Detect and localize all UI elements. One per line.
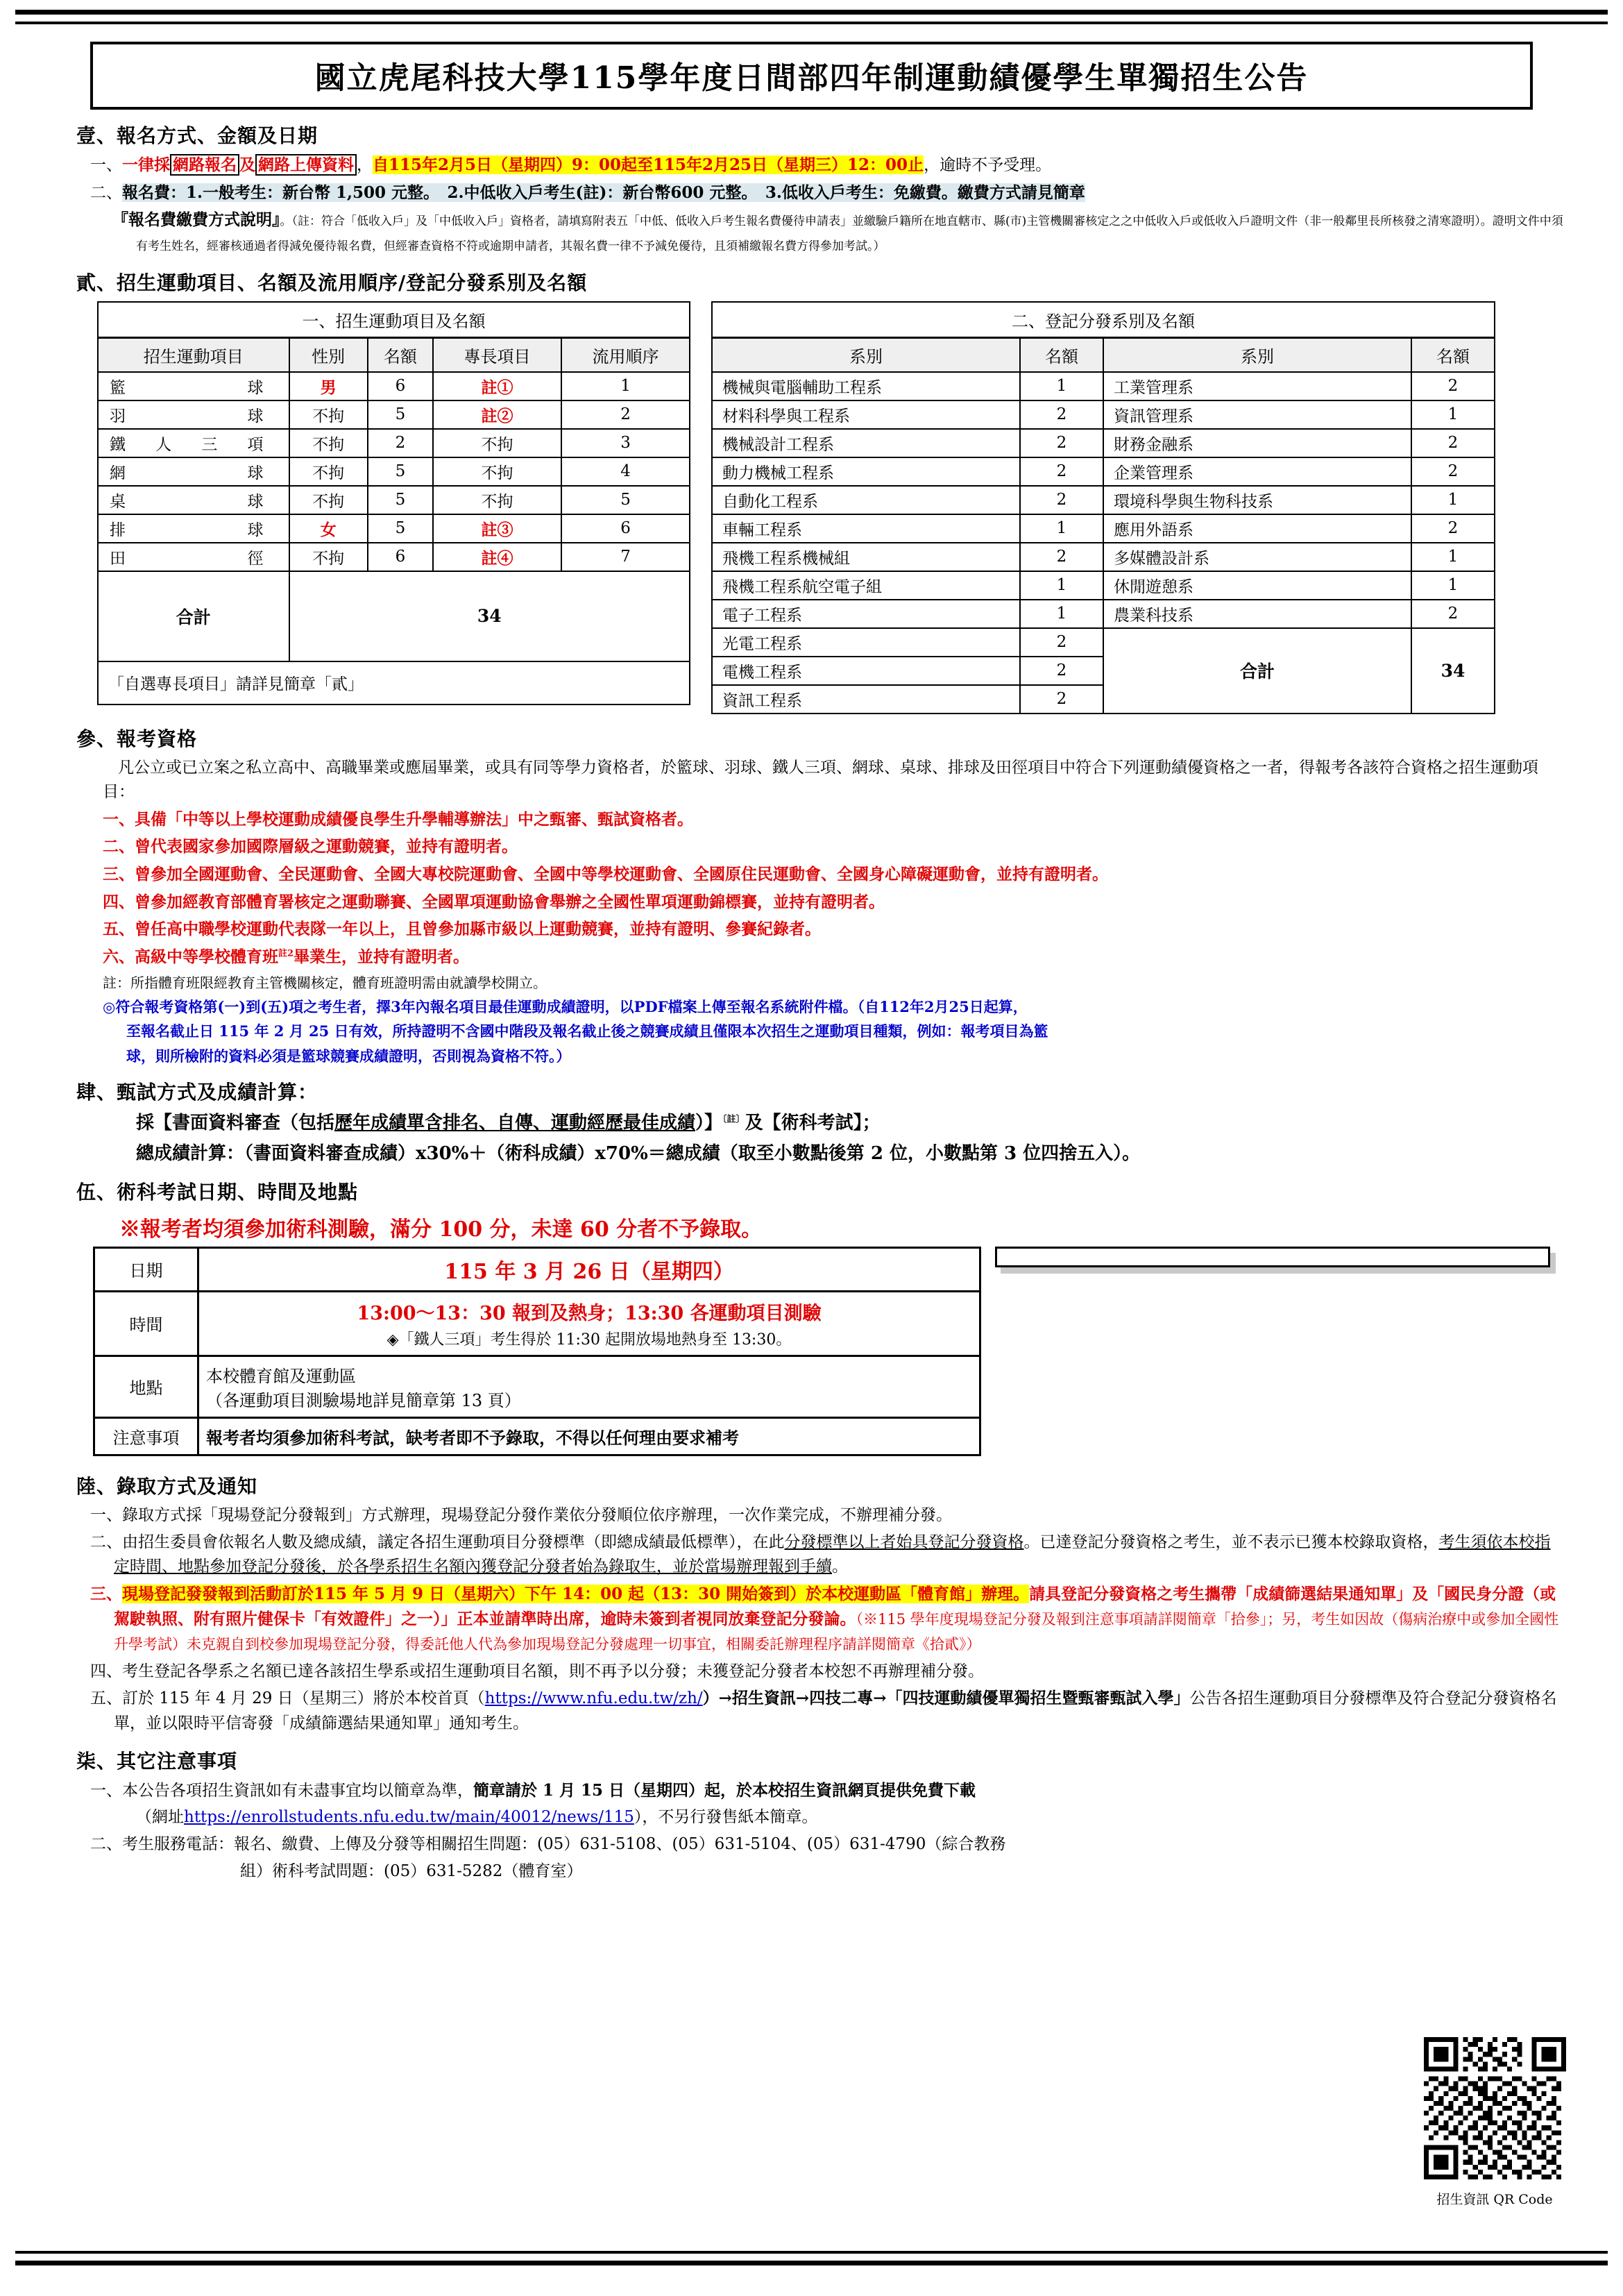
sport-name: 排球 <box>98 514 289 543</box>
section-1-heading: 壹、報名方式、金額及日期 <box>76 124 318 147</box>
sport-gender: 不拘 <box>289 543 368 571</box>
s1-item-1-comma: ， <box>357 156 373 174</box>
exam-time-note: ◈「鐵人三項」考生得於 11:30 起開放場地熱身至 13:30。 <box>386 1331 792 1349</box>
dept-col-header-3: 名額 <box>1411 337 1495 372</box>
dept-total-label: 合計 <box>1103 628 1411 714</box>
s1-item-1-tail: ，逾時不予受理。 <box>924 156 1052 174</box>
s3-item-6-a: 六、高級中等學校體育班 <box>103 947 278 967</box>
s7-item-2-cont: 組）術科考試問題：(05）631-5282（體育室） <box>240 1862 583 1880</box>
qr-code-icon <box>1424 2037 1566 2179</box>
exam-venue-label: 地點 <box>94 1356 198 1417</box>
sport-quota: 2 <box>368 429 433 457</box>
table-caption-row <box>712 302 1495 338</box>
section-7-heading: 柒、其它注意事項 <box>76 1749 238 1773</box>
s7-item-2: 二、考生服務電話：報名、繳費、上傳及分發等相關招生問題：(05）631-5108、(05）631-5104、(05）631-4790（綜合教務 <box>90 1834 1006 1853</box>
dept-quota-left: 1 <box>1020 372 1103 400</box>
sport-name: 桌球 <box>98 486 289 514</box>
s3-blue-note-3-text: 球，則所檢附的資料必須是籃球競賽成績證明，否則視為資格不符。） <box>126 1047 571 1065</box>
sport-gender: 男 <box>289 372 368 400</box>
s6-item-2 <box>90 1530 1563 1580</box>
exam-notice-label: 注意事項 <box>94 1417 198 1455</box>
s3-blue-note-2-text: 至報名截止日 115 年 2 月 25 日有效，所持證明不含國中階段及報名截止後之競賽成績且僅限本次招生之運動項目種類，例如：報考項目為籃 <box>126 1022 1048 1040</box>
sport-quota: 5 <box>368 514 433 543</box>
dept-quota-left: 2 <box>1020 400 1103 429</box>
dept-quota-left: 1 <box>1020 600 1103 628</box>
sports-total-label: 合計 <box>98 571 289 661</box>
dept-quota-right: 1 <box>1411 400 1495 429</box>
dept-quota-right: 1 <box>1411 543 1495 571</box>
exam-venue-value <box>198 1356 980 1417</box>
sport-specialty: 註④ <box>433 543 561 571</box>
dept-quota-right: 2 <box>1411 372 1495 400</box>
sport-order: 7 <box>561 543 690 571</box>
dept-quota-left: 2 <box>1020 543 1103 571</box>
dept-name-left: 資訊工程系 <box>712 685 1020 714</box>
dept-quota-right: 2 <box>1411 429 1495 457</box>
s3-item-3 <box>103 862 1563 888</box>
s4-score-formula: 總成績計算：（書面資料審查成績）x30%＋（術科成績）x70%＝總成績（取至小數點後第 2 位，小數點第 3 位四捨五入）。 <box>136 1142 1141 1164</box>
table-row <box>712 457 1495 486</box>
s7-item-1 <box>90 1778 1563 1804</box>
exam-time-value <box>198 1291 980 1356</box>
dept-name-left: 自動化工程系 <box>712 486 1020 514</box>
sports-col-header-4: 流用順序 <box>561 337 690 372</box>
section-2-heading: 貳、招生運動項目、名額及流用順序/登記分發系別及名額 <box>76 271 588 294</box>
s1-fee-note-a: 。（註：符合「低收入戶」及「中低收入戶」資格者，請填寫附表五「中低、低收入戶考生報名費優待申請表」並繳驗戶籍所在地直轄市、縣(市)主管機關審核定之之中低收入戶或低收入戶證明文件（非一般鄰里長所核發之清寒證明）。 <box>280 214 1493 229</box>
dept-name-right: 環境科學與生物科技系 <box>1103 486 1411 514</box>
dept-total-value: 34 <box>1411 628 1495 714</box>
dept-quota-left: 1 <box>1020 571 1103 600</box>
dept-name-right: 企業管理系 <box>1103 457 1411 486</box>
sport-order: 2 <box>561 400 690 429</box>
s3-blue-note-2 <box>126 1020 1563 1043</box>
s6-item-3 <box>90 1582 1563 1657</box>
s4-line-1 <box>136 1109 1563 1137</box>
s6-onsite-requirement: 考生須依本校指定時間、地點參加登記分發後，於各學系招生名額內獲登記分發者始為錄取生，並於當場辦理報到手續 <box>114 1533 1551 1576</box>
table-row <box>94 1291 980 1356</box>
table-row <box>712 514 1495 543</box>
sports-table-footnote: 「自選專長項目」請詳見簡章「貳」 <box>98 661 690 704</box>
dept-name-right: 多媒體設計系 <box>1103 543 1411 571</box>
s3-intro: 凡公立或已立案之私立高中、高職畢業或應屆畢業，或具有同等學力資格者，於籃球、羽球、鐵人三項、網球、桌球、排球及田徑項目中符合下列運動績優資格之一者，得報考各該符合資格之招生運動項目： <box>103 758 1538 802</box>
dept-quota-left: 2 <box>1020 457 1103 486</box>
dept-name-left: 車輛工程系 <box>712 514 1020 543</box>
s3-blue-note-3 <box>126 1045 1563 1068</box>
s6-item-1: 一、錄取方式採「現場登記分發報到」方式辦理，現場登記分發作業依分發順位依序辦理，一次作業完成，不辦理補分發。 <box>90 1505 952 1524</box>
dept-name-right: 休閒遊憩系 <box>1103 571 1411 600</box>
sport-gender: 女 <box>289 514 368 543</box>
s7-item-1-d: ），不另行發售紙本簡章。 <box>634 1808 818 1827</box>
s1-item-2 <box>90 180 1563 206</box>
table-caption-row <box>98 302 690 338</box>
sport-name: 鐵人三項 <box>98 429 289 457</box>
s6-item-5-a: 五、訂於 115 年 4 月 29 日（星期三）將於本校首頁（ <box>90 1689 485 1708</box>
s4-note-marker: 〔註〕 <box>722 1114 745 1125</box>
s3-footnote: 註：所指體育班限經教育主管機關核定，體育班證明需由就讀學校開立。 <box>103 974 547 991</box>
s1-online-upload-box: 網路上傳資料 <box>255 154 357 176</box>
dept-name-left: 光電工程系 <box>712 628 1020 657</box>
s1-fee-amounts: 報名費：1.一般考生：新台幣 1,500 元整。 2.中低收入戶考生(註)：新台幣600 元整。 3.低收入戶考生：免繳費。繳費方式請見簡章 <box>122 183 1085 202</box>
table-header-row <box>712 337 1495 372</box>
s3-item-1-text: 一、具備「中等以上學校運動成績優良學生升學輔導辦法」中之甄審、甄試資格者。 <box>103 809 693 829</box>
dept-name-left: 電機工程系 <box>712 657 1020 685</box>
s1-item-2-cont <box>112 208 1563 258</box>
s1-item-1-number: 一、 <box>90 156 122 174</box>
sport-order: 3 <box>561 429 690 457</box>
sport-gender: 不拘 <box>289 457 368 486</box>
dept-quota-left: 1 <box>1020 514 1103 543</box>
dept-quota-right: 1 <box>1411 571 1495 600</box>
table-row <box>98 486 690 514</box>
dept-name-left: 機械與電腦輔助工程系 <box>712 372 1020 400</box>
sport-order: 1 <box>561 372 690 400</box>
section-6-heading: 陸、錄取方式及通知 <box>76 1474 258 1498</box>
table-row <box>712 628 1495 657</box>
s6-item-3-docs: 請具登記分發資格之考生攜帶「成績篩選結果通知單」及「國民身分證（或駕駛執照、附有照片健保卡「有效證件」之一）」正本並請準時出席，逾時未簽到者視同放棄登記分發論。 <box>114 1584 1556 1629</box>
sport-name: 羽球 <box>98 400 289 429</box>
sports-col-header-1: 性別 <box>289 337 368 372</box>
dept-name-left: 機械設計工程系 <box>712 429 1020 457</box>
department-quota-table <box>711 301 1495 714</box>
exam-time-label: 時間 <box>94 1291 198 1356</box>
dept-quota-right: 2 <box>1411 457 1495 486</box>
exam-date-label: 日期 <box>94 1247 198 1291</box>
exam-time-text: 13:00～13：30 報到及熱身；13:30 各運動項目測驗 <box>357 1302 822 1324</box>
sport-quota: 5 <box>368 486 433 514</box>
s1-item-1-and: 及 <box>239 155 255 174</box>
sports-quota-table <box>97 301 690 705</box>
table-row <box>712 372 1495 400</box>
table-total-row <box>98 571 690 661</box>
sports-col-header-0: 招生運動項目 <box>98 337 289 372</box>
exam-notice-value: 報考者均須參加術科考試，缺考者即不予錄取，不得以任何理由要求補考 <box>198 1417 980 1455</box>
document-review-note-box <box>995 1247 1550 1267</box>
page-title: 國立虎尾科技大學115學年度日間部四年制運動績優學生單獨招生公告 <box>314 60 1309 96</box>
sport-quota: 5 <box>368 457 433 486</box>
exam-venue-text: 本校體育館及運動區 <box>206 1366 356 1386</box>
s3-item-5 <box>103 917 1563 943</box>
dept-table-caption: 二、登記分發系別及名額 <box>712 302 1495 338</box>
table-row <box>98 457 690 486</box>
s6-item-5 <box>90 1686 1563 1736</box>
table-row <box>712 486 1495 514</box>
sport-specialty: 註① <box>433 372 561 400</box>
sport-gender: 不拘 <box>289 400 368 429</box>
dept-quota-right: 2 <box>1411 514 1495 543</box>
dept-name-right: 農業科技系 <box>1103 600 1411 628</box>
s7-brochure-download: 簡章請於 1 月 15 日（星期四）起，於本校招生資訊網頁提供免費下載 <box>473 1780 976 1800</box>
quota-tables-row <box>97 301 1563 714</box>
s3-item-2 <box>103 834 1563 860</box>
s3-item-5-text: 五、曾任高中職學校運動代表隊一年以上，且曾參加縣市級以上運動競賽，並持有證明、參賽紀錄者。 <box>103 920 821 939</box>
dept-col-header-2: 系別 <box>1103 337 1411 372</box>
sport-specialty: 不拘 <box>433 429 561 457</box>
s1-fee-method-title: 『報名費繳費方式說明』 <box>112 210 280 230</box>
s3-item-2-text: 二、曾代表國家參加國際層級之運動競賽，並持有證明者。 <box>103 837 518 856</box>
s3-item-6-superscript: 註2 <box>278 948 294 959</box>
sports-col-header-2: 名額 <box>368 337 433 372</box>
s6-item-5-c: 公告各招生運動項目分發標準及符合登記分發資格名單，並以限時平信寄發「成績篩選結果通知單」通知考生。 <box>114 1689 1557 1733</box>
dept-quota-left: 2 <box>1020 685 1103 714</box>
page-title-box <box>90 42 1533 110</box>
s6-distribution-standard: 分發標準以上者始具登記分發資格 <box>784 1533 1024 1551</box>
sport-specialty: 不拘 <box>433 486 561 514</box>
s4-review-items: 歷年成績單含排名、自傳、運動經歷最佳成績 <box>334 1113 696 1134</box>
qr-code-caption: 招生資訊 QR Code <box>1436 2192 1553 2207</box>
table-row <box>712 600 1495 628</box>
s1-registration-period: 自115年2月5日（星期四）9：00起至115年2月25日（星期三）12：00止 <box>373 155 924 174</box>
exam-date-value <box>198 1247 980 1291</box>
sport-quota: 6 <box>368 543 433 571</box>
s1-fee-note-b: 證明文件中須有考生姓名，經審核通過者得減免優待報名費，但經審查資格不符或逾期申請者，其報名費一律不予減免優待，且須補繳報名費方得參加考試。） <box>136 214 1563 253</box>
s6-item-2-a: 二、由招生委員會依報名人數及總成績，議定各招生運動項目分發標準（即總成績最低標準），在此 <box>90 1533 785 1551</box>
sports-table-caption: 一、招生運動項目及名額 <box>98 302 690 338</box>
dept-name-right: 資訊管理系 <box>1103 400 1411 429</box>
section-3-heading: 參、報考資格 <box>76 727 198 750</box>
s6-item-3-note: （※115 學年度現場登記分發及報到注意事項請詳閱簡章「拾參」；另，考生如因故（傷病治療中或參加全國性升學考試）未克親自到校參加現場登記分發，得委託他人代為參加現場登記分發處理一切事宜，相關委託辦理程序請詳閱簡章《拾貳》） <box>114 1611 1559 1653</box>
dept-name-left: 電子工程系 <box>712 600 1020 628</box>
s6-item-5-path: ）→招生資訊→四技二專→「四技運動績優單獨招生暨甄審甄試入學」 <box>702 1689 1190 1708</box>
sport-name: 田徑 <box>98 543 289 571</box>
s6-item-3-number: 三、 <box>90 1584 122 1603</box>
s6-item-4: 四、考生登記各學系之名額已達各該招生學系或招生運動項目名額，則不再予以分發；未獲登記分發者本校恕不再辦理補分發。 <box>90 1662 984 1680</box>
sport-quota: 6 <box>368 372 433 400</box>
sport-gender: 不拘 <box>289 429 368 457</box>
s3-item-6 <box>103 945 1563 970</box>
dept-quota-right: 2 <box>1411 600 1495 628</box>
dept-name-left: 材料科學與工程系 <box>712 400 1020 429</box>
dept-quota-left: 2 <box>1020 429 1103 457</box>
s7-item-1-cont <box>136 1805 1563 1830</box>
exam-schedule-table <box>93 1247 981 1456</box>
enrollment-site-link[interactable]: https://enrollstudents.nfu.edu.tw/main/40012/news/115 <box>184 1808 634 1827</box>
nfu-homepage-link[interactable]: https://www.nfu.edu.tw/zh/ <box>484 1689 703 1708</box>
s1-online-registration-box: 網路報名 <box>170 154 239 176</box>
table-row <box>98 543 690 571</box>
s3-item-1 <box>103 807 1563 833</box>
s3-blue-note-1 <box>103 996 1563 1019</box>
table-row <box>98 429 690 457</box>
dept-name-right: 工業管理系 <box>1103 372 1411 400</box>
s4-line-1-a: 採【書面資料審查（包括 <box>136 1113 335 1134</box>
exam-date-text: 115 年 3 月 26 日（星期四） <box>444 1259 734 1284</box>
dept-name-left: 飛機工程系航空電子組 <box>712 571 1020 600</box>
table-row <box>712 543 1495 571</box>
sport-order: 4 <box>561 457 690 486</box>
table-row <box>98 372 690 400</box>
sports-total-value: 34 <box>289 571 690 661</box>
sport-order: 5 <box>561 486 690 514</box>
table-row <box>94 1356 980 1417</box>
s7-item-1-a: 一、本公告各項招生資訊如有未盡事宜均以簡章為準， <box>90 1781 473 1800</box>
sport-name: 籃球 <box>98 372 289 400</box>
table-row <box>712 571 1495 600</box>
s3-item-6-b: 畢業生，並持有證明者。 <box>294 947 470 967</box>
dept-quota-left: 2 <box>1020 486 1103 514</box>
exam-info-row <box>93 1247 1563 1456</box>
sport-specialty: 註③ <box>433 514 561 543</box>
sport-specialty: 不拘 <box>433 457 561 486</box>
dept-col-header-1: 名額 <box>1020 337 1103 372</box>
s4-line-1-b: ）】 <box>695 1113 723 1134</box>
table-row <box>712 429 1495 457</box>
table-row <box>98 514 690 543</box>
s6-onsite-event-datetime: 現場登記發發報到活動訂於115 年 5 月 9 日（星期六）下午 14：00 起（13：30 開始簽到）於本校運動區「體育館」辦理。 <box>122 1584 1030 1603</box>
qr-code-area <box>1415 2037 1574 2208</box>
dept-name-left: 飛機工程系機械組 <box>712 543 1020 571</box>
section-5-heading: 伍、術科考試日期、時間及地點 <box>76 1180 359 1204</box>
dept-name-right: 應用外語系 <box>1103 514 1411 543</box>
s3-item-3-text: 三、曾參加全國運動會、全民運動會、全國大專校院運動會、全國中等學校運動會、全國原住民運動會、全國身心障礙運動會，並持有證明者。 <box>103 865 1108 884</box>
table-row <box>94 1417 980 1455</box>
table-footnote-row <box>98 661 690 704</box>
section-4-heading: 肆、甄試方式及成績計算： <box>76 1081 318 1104</box>
sport-order: 6 <box>561 514 690 543</box>
s6-item-2-b: 。已達登記分發資格之考生，並不表示已獲本校錄取資格， <box>1023 1533 1439 1551</box>
sport-quota: 5 <box>368 400 433 429</box>
s3-blue-note-1-text: ◎符合報考資格第(一)到(五)項之考生者，擇3年內報名項目最佳運動成績證明，以PDF檔案上傳至報名系統附件檔。（自112年2月25日起算， <box>103 997 1028 1015</box>
sport-specialty: 註② <box>433 400 561 429</box>
sports-col-header-3: 專長項目 <box>433 337 561 372</box>
s5-warning: ※報考者均須參加術科測驗，滿分 100 分，未達 60 分者不予錄取。 <box>119 1217 763 1242</box>
dept-name-right: 財務金融系 <box>1103 429 1411 457</box>
dept-name-left: 動力機械工程系 <box>712 457 1020 486</box>
s4-line-1-c: 及【術科考試】； <box>745 1113 881 1134</box>
table-row <box>94 1247 980 1291</box>
dept-quota-right: 1 <box>1411 486 1495 514</box>
s3-item-4-text: 四、曾參加經教育部體育署核定之運動聯賽、全國單項運動協會舉辦之全國性單項運動錦標賽，並持有證明者。 <box>103 892 885 911</box>
s1-item-1-lead: 一律採 <box>122 155 170 174</box>
dept-quota-left: 2 <box>1020 628 1103 657</box>
sport-name: 網球 <box>98 457 289 486</box>
s1-item-1 <box>90 153 1563 178</box>
s1-item-2-number: 二、 <box>90 183 122 202</box>
s7-item-1-c: （網址 <box>136 1808 184 1827</box>
table-row <box>712 400 1495 429</box>
table-row <box>98 400 690 429</box>
s3-item-4 <box>103 890 1563 915</box>
exam-venue-note: （各運動項目測驗場地詳見簡章第 13 頁） <box>206 1390 521 1410</box>
table-header-row <box>98 337 690 372</box>
s6-item-2-c: 。 <box>832 1558 848 1576</box>
sport-gender: 不拘 <box>289 486 368 514</box>
dept-quota-left: 2 <box>1020 657 1103 685</box>
dept-col-header-0: 系別 <box>712 337 1020 372</box>
